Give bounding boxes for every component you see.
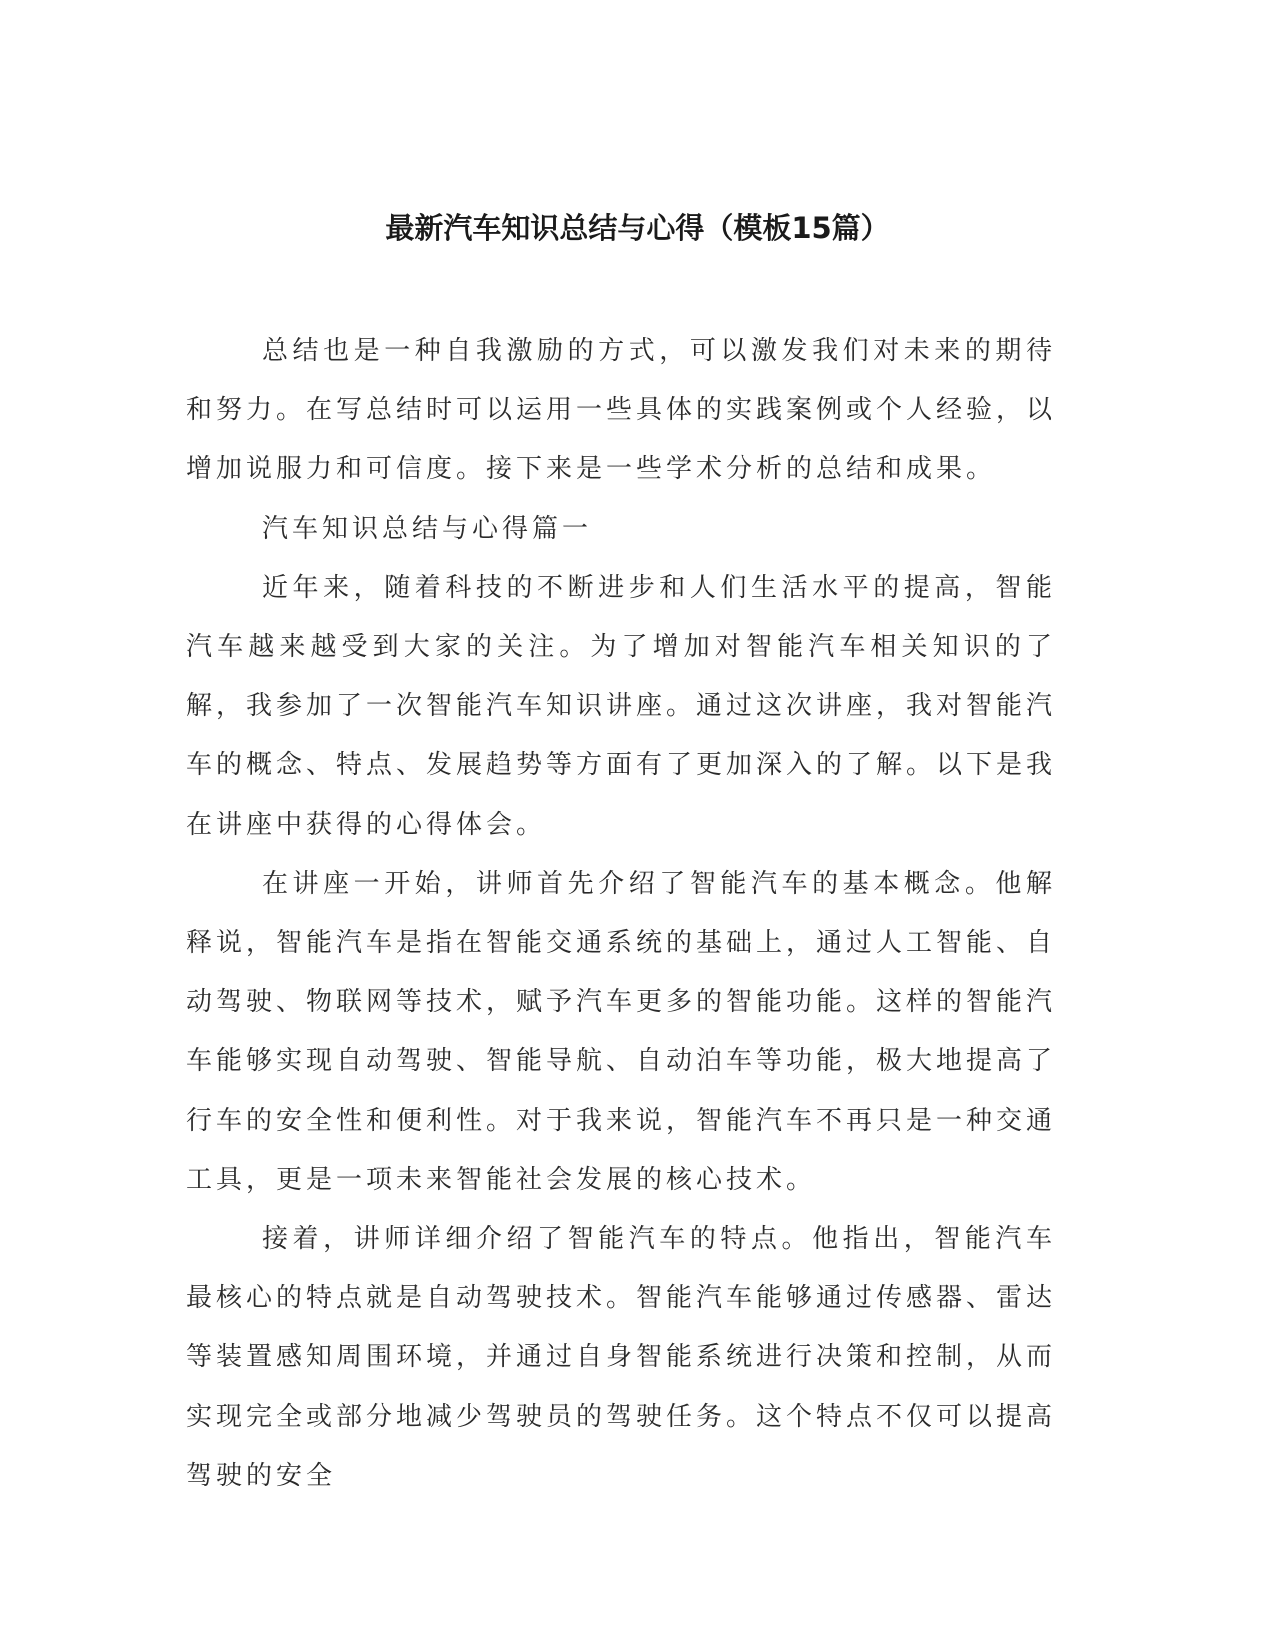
paragraph-intro: 总结也是一种自我激励的方式，可以激发我们对未来的期待和努力。在写总结时可以运用一些具体的实践案例或个人经验，以增加说服力和可信度。接下来是一些学术分析的总结和成果。 [186, 336, 1057, 485]
document-title: 最新汽车知识总结与心得（模板15篇） [385, 211, 890, 245]
section-heading: 汽车知识总结与心得篇一 [262, 513, 593, 544]
document-body [186, 322, 1056, 1506]
paragraph-2: 在讲座一开始，讲师首先介绍了智能汽车的基本概念。他解释说，智能汽车是指在智能交通系统的基础上，通过人工智能、自动驾驶、物联网等技术，赋予汽车更多的智能功能。这样的智能汽车能够实现自动驾驶、智能导航、自动泊车等功能，极大地提高了行车的安全性和便利性。对于我来说，智能汽车不再只是一种交通工具，更是一项未来智能社会发展的核心技术。 [186, 868, 1057, 1195]
paragraph-3: 接着，讲师详细介绍了智能汽车的特点。他指出，智能汽车最核心的特点就是自动驾驶技术。智能汽车能够通过传感器、雷达等装置感知周围环境，并通过自身智能系统进行决策和控制，从而实现完全或部分地减少驾驶员的驾驶任务。这个特点不仅可以提高驾驶的安全 [186, 1224, 1057, 1491]
paragraph-1: 近年来，随着科技的不断进步和人们生活水平的提高，智能汽车越来越受到大家的关注。为了增加对智能汽车相关知识的了解，我参加了一次智能汽车知识讲座。通过这次讲座，我对智能汽车的概念、特点、发展趋势等方面有了更加深入的了解。以下是我在讲座中获得的心得体会。 [186, 572, 1057, 840]
